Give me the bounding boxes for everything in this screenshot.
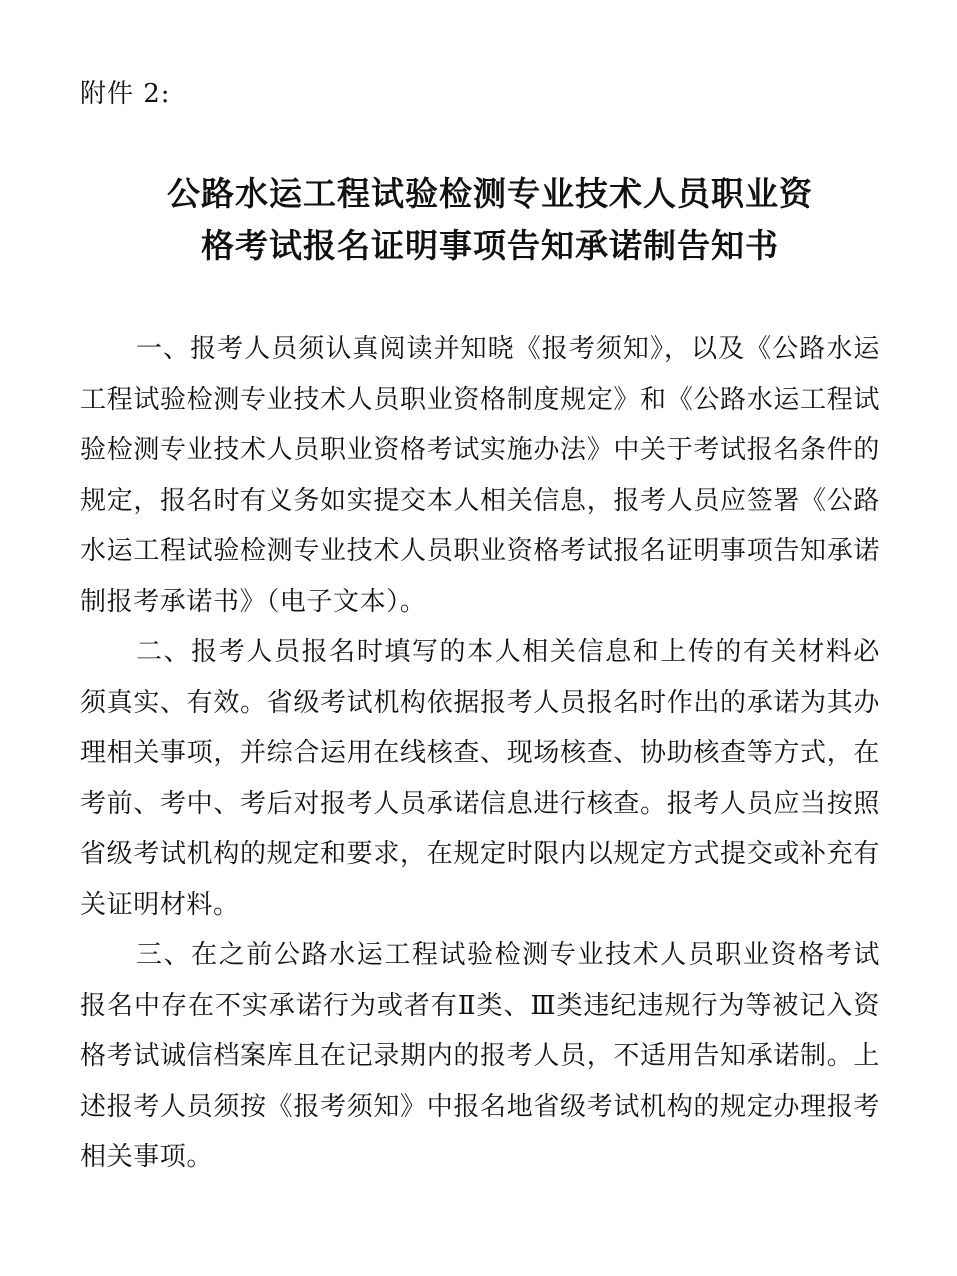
document-title <box>90 168 890 272</box>
title-line-1: 公路水运工程试验检测专业技术人员职业资 <box>167 174 813 213</box>
paragraph-1: 一、报考人员须认真阅读并知晓《报考须知》，以及《公路水运工程试验检测专业技术人员职业资格制度规定》和《公路水运工程试验检测专业技术人员职业资格考试实施办法》中关于考试报名条件的规定，报名时有义务如实提交本人相关信息，报考人员应签署《公路水运工程试验检测专业技术人员职业资格考试报名证明事项告知承诺制报考承诺书》（电子文本）。 <box>80 334 880 617</box>
attachment-label: 附件 2: <box>80 79 171 109</box>
title-line-2: 格考试报名证明事项告知承诺制告知书 <box>201 226 779 265</box>
paragraph-3: 三、在之前公路水运工程试验检测专业技术人员职业资格考试报名中存在不实承诺行为或者有Ⅱ类、Ⅲ类违纪违规行为等被记入资格考试诚信档案库且在记录期内的报考人员，不适用告知承诺制。上述报考人员须按《报考须知》中报名地省级考试机构的规定办理报考相关事项。 <box>80 940 880 1172</box>
document-body <box>80 324 880 1183</box>
paragraph-2: 二、报考人员报名时填写的本人相关信息和上传的有关材料必须真实、有效。省级考试机构依据报考人员报名时作出的承诺为其办理相关事项，并综合运用在线核查、现场核查、协助核查等方式，在考前、考中、考后对报考人员承诺信息进行核查。报考人员应当按照省级考试机构的规定和要求，在规定时限内以规定方式提交或补充有关证明材料。 <box>80 637 880 920</box>
